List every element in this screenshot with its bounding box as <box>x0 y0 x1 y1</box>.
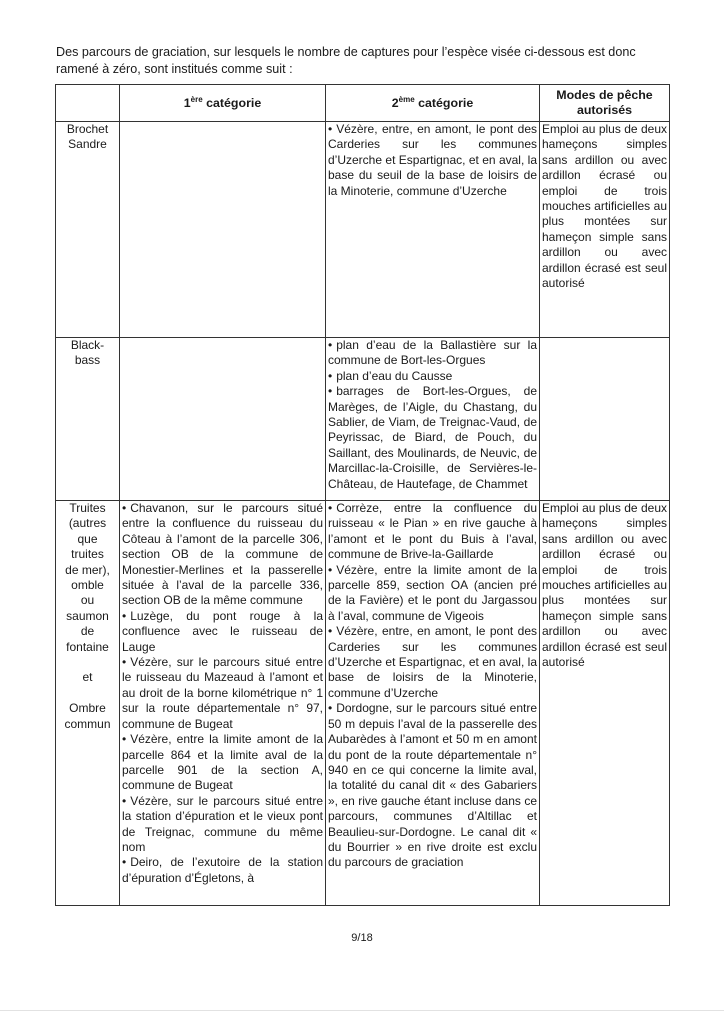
river-section-item <box>122 794 323 856</box>
header-category-2 <box>326 85 540 122</box>
species-line: commun <box>64 716 111 731</box>
header-category-2-sup: ème <box>398 94 415 104</box>
river-section-item <box>328 563 537 625</box>
bullet-icon: • <box>328 368 333 383</box>
species-line: bass <box>74 353 101 368</box>
river-section-item <box>328 122 537 199</box>
header-category-1-number: 1 <box>183 95 191 110</box>
river-section-item <box>122 732 323 794</box>
header-modes: Modes de pêche autorisés <box>540 85 670 122</box>
species-cell <box>56 122 120 338</box>
species-line: Truites <box>69 501 106 515</box>
river-section-item <box>122 501 323 609</box>
bullet-icon: • <box>328 338 333 352</box>
category-1-cell <box>120 501 326 906</box>
river-section-text: Vézère, sur le parcours situé entre le ruisseau du Mazeaud à l’amont et au droit de la borne kilométrique n° 1 sur la route départementale n° 97, commune de Bugeat <box>122 655 323 731</box>
species-line: saumon <box>66 608 109 623</box>
header-category-2-label: catégorie <box>414 95 474 110</box>
bullet-icon: • <box>328 122 333 136</box>
species-line: omble <box>71 578 104 593</box>
species-line: Brochet <box>66 122 109 136</box>
river-section-text: Corrèze, entre la confluence du ruisseau « le Pian » en rive gauche à l’amont et le pont du Buis à l’aval, commune de Brive-la-Gaillarde <box>328 501 537 562</box>
category-2-cell <box>326 338 540 501</box>
species-line <box>58 655 117 670</box>
river-section-item <box>328 384 537 492</box>
bullet-icon: • <box>328 701 333 716</box>
river-section-item <box>328 501 537 563</box>
bullet-icon: • <box>328 624 333 639</box>
river-section-text: Chavanon, sur le parcours situé entre la confluence du ruisseau du Côteau à l’amont de la parcelle 306, section OB de la commune de Monestier-Merlines et la passerelle située à l’aval de la parcelle 336, section OB de la même commune <box>122 501 323 608</box>
river-section-text: Vézère, entre la limite amont de la parcelle 859, section OA (ancien pré de la Favière) et le pont du Jargassou à l’aval, commune de Vigeois <box>328 562 537 623</box>
species-line: Black- <box>70 338 105 352</box>
category-1-cell <box>120 338 326 501</box>
river-section-text: Vézère, entre la limite amont de la parcelle 864 et la limite aval de la parcelle 901 de la section A, commune de Bugeat <box>122 732 323 793</box>
table-row <box>56 338 670 501</box>
category-2-cell <box>326 122 540 338</box>
table-row <box>56 122 670 338</box>
species-line: de <box>80 624 95 639</box>
graciation-table <box>55 84 670 906</box>
header-species <box>56 85 120 122</box>
river-section-item <box>122 855 323 886</box>
species-cell <box>56 501 120 906</box>
river-section-text: plan d’eau de la Ballastière sur la commune de Bort-les-Orgues <box>328 338 537 368</box>
bullet-icon: • <box>122 608 127 623</box>
river-section-text: Dordogne, sur le parcours situé entre 50 m depuis l’aval de la passerelle des Aubarèdes à l’amont et 50 m en amont du pont de la route départementale n° 940 en ce qui concerne la limite aval, la totalité du canal dit « des Gabariers », en rive gauche étant incluse dans ce parcours, communes d’Altillac et Beaulieu-sur-Dordogne. Le canal dit « du Bourrier » en rive droite est exclu du parcours de graciation <box>328 701 537 870</box>
species-line: fontaine <box>66 639 109 654</box>
bullet-icon: • <box>122 793 127 808</box>
species-line: et <box>82 670 93 685</box>
bullet-icon: • <box>122 855 127 870</box>
table-row <box>56 501 670 906</box>
header-category-1-label: catégorie <box>202 95 262 110</box>
river-section-item <box>122 655 323 732</box>
header-category-2-number: 2 <box>391 95 399 110</box>
species-line: Ombre <box>69 701 106 716</box>
river-section-text: plan d’eau du Causse <box>336 368 453 383</box>
species-line <box>58 686 117 701</box>
species-line: (autres <box>68 516 107 531</box>
river-section-item <box>328 624 537 701</box>
bullet-icon: • <box>122 655 127 670</box>
category-2-cell <box>326 501 540 906</box>
species-line: que <box>77 531 98 546</box>
river-section-text: barrages de Bort-les-Orgues, de Marèges, de l’Aigle, du Chastang, du Sablier, de Viam, de Treignac-Vaud, de Peyrissac, de Biard, de Pouch, du Saillant, des Moulinards, de Neuvic, de Marcillac-la-Croisille, de Servières-le-Château, de Hautefage, de Chammet <box>328 384 537 491</box>
bullet-icon: • <box>328 562 333 577</box>
river-section-item <box>328 338 537 369</box>
bullet-icon: • <box>122 732 127 747</box>
species-line: Sandre <box>68 137 107 152</box>
bullet-icon: • <box>328 384 333 399</box>
river-section-text: Vézère, entre, en amont, le pont des Carderies sur les communes d’Uzerche et Espartignac, et en aval, la base de loisirs de la Minoterie, commune d’Uzerche <box>328 624 537 700</box>
bullet-icon: • <box>328 501 333 515</box>
header-category-1-sup: ère <box>190 94 203 104</box>
species-line: de mer), <box>65 562 110 577</box>
bullet-icon: • <box>122 501 127 515</box>
fishing-modes-cell <box>540 338 670 501</box>
header-category-1 <box>120 85 326 122</box>
intro-paragraph: Des parcours de graciation, sur lesquels le nombre de captures pour l’espèce visée ci-dessous est donc ramené à zéro, sont institués comme suit : <box>56 45 636 76</box>
fishing-modes-cell: Emploi au plus de deux hameçons simples sans ardillon ou avec ardillon écrasé ou emploi de trois mouches artificielles au plus montées sur hameçon simple sans ardillon ou avec ardillon écrasé est seul autorisé <box>540 501 670 906</box>
river-section-item <box>328 369 537 384</box>
river-section-item <box>122 609 323 655</box>
page-number: 9/18 <box>351 932 373 944</box>
species-line: ou <box>80 593 95 608</box>
footer-divider <box>0 1010 724 1011</box>
river-section-text: Vézère, sur le parcours situé entre la station d’épuration et le vieux pont de Treignac, commune du même nom <box>122 793 323 854</box>
river-section-text: Vézère, entre, en amont, le pont des Carderies sur les communes d’Uzerche et Espartignac, et en aval, la base du seuil de la base de loisirs de la Minoterie, commune d’Uzerche <box>328 122 537 198</box>
river-section-item <box>328 701 537 870</box>
table-header-row <box>56 85 670 122</box>
category-1-cell <box>120 122 326 338</box>
river-section-text: Luzège, du pont rouge à la confluence avec le ruisseau de Lauge <box>122 608 323 654</box>
river-section-text: Deiro, de l’exutoire de la station d’épuration d’Égletons, à <box>122 855 323 885</box>
fishing-modes-cell: Emploi au plus de deux hameçons simples sans ardillon ou avec ardillon écrasé ou emploi de trois mouches artificielles au plus montées sur hameçon simple sans ardillon ou avec ardillon écrasé est seul autorisé <box>540 122 670 338</box>
species-line: truites <box>71 547 104 562</box>
species-cell <box>56 338 120 501</box>
